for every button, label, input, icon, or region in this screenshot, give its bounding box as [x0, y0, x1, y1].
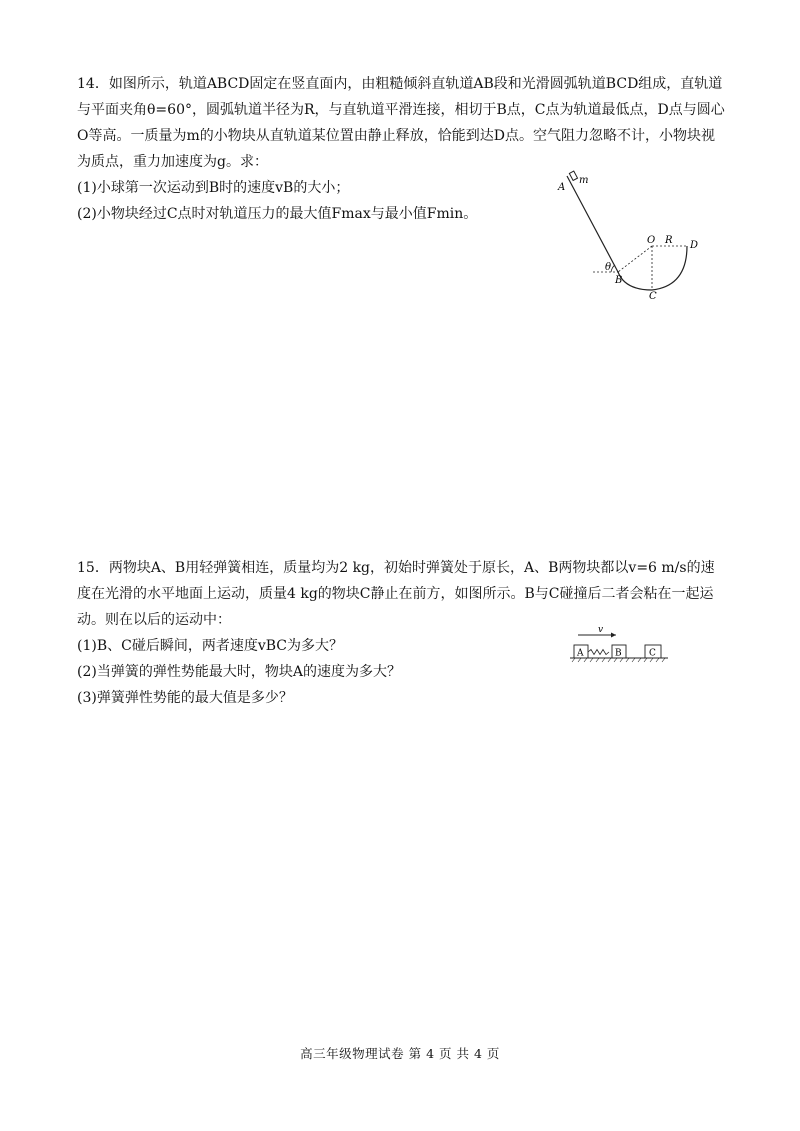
label-m: m: [579, 175, 589, 186]
label-block-B: B: [615, 648, 622, 659]
page-footer: 高三年级物理试卷 第 4 页 共 4 页: [300, 1046, 500, 1061]
velocity-arrowhead: [611, 633, 616, 638]
q15-sub3: (3)弹簧弹性势能的最大值是多少？: [77, 690, 293, 706]
q15-figure: [568, 625, 673, 665]
q14-figure: [555, 168, 705, 303]
label-A: A: [558, 182, 566, 193]
label-O: O: [647, 235, 656, 246]
label-block-A: A: [577, 648, 584, 659]
label-C: C: [649, 291, 657, 302]
incline-track: [567, 176, 618, 272]
label-R: R: [665, 235, 673, 246]
label-v: v: [598, 625, 604, 635]
q14-sub2: (2)小物块经过C点时对轨道压力的最大值Fmax与最小值Fmin。: [77, 206, 478, 222]
label-B: B: [615, 275, 623, 286]
ob-dashed: [618, 246, 652, 272]
label-block-C: C: [649, 648, 656, 659]
q15-paragraph: 15．两物块A、B用轻弹簧相连，质量均为2 kg，初始时弹簧处于原长，A、B两物块都以v=6 m/s的速度在光滑的水平地面上运动，质量4 kg的物块C静止在前方，如图所示。B与C碰撞后二者会粘在一起运动。则在以后的运动中：: [77, 560, 715, 628]
arc-track: [618, 246, 687, 290]
label-theta: θ: [605, 262, 612, 273]
q15-sub2: (2)当弹簧的弹性势能最大时，物块A的速度为多大？: [77, 664, 401, 680]
q15-sub1: (1)B、C碰后瞬间，两者速度vBC为多大？: [77, 638, 343, 654]
q14-sub1: (1)小球第一次运动到B时的速度vB的大小；: [77, 180, 350, 196]
spring: [588, 650, 609, 655]
ground-hatch: [572, 658, 665, 662]
block-m: [569, 171, 577, 180]
label-D: D: [690, 240, 699, 251]
q14-paragraph: 14．如图所示，轨道ABCD固定在竖直面内，由粗糙倾斜直轨道AB段和光滑圆弧轨道BCD组成，直轨道与平面夹角θ=60°，圆弧轨道半径为R，与直轨道平滑连接，相切于B点，C点为轨道最低点，D点与圆心O等高。一质量为m的小物块从直轨道某位置由静止释放，恰能到达D点。空气阻力忽略不计，小物块视为质点，重力加速度为g。求：: [77, 76, 725, 170]
